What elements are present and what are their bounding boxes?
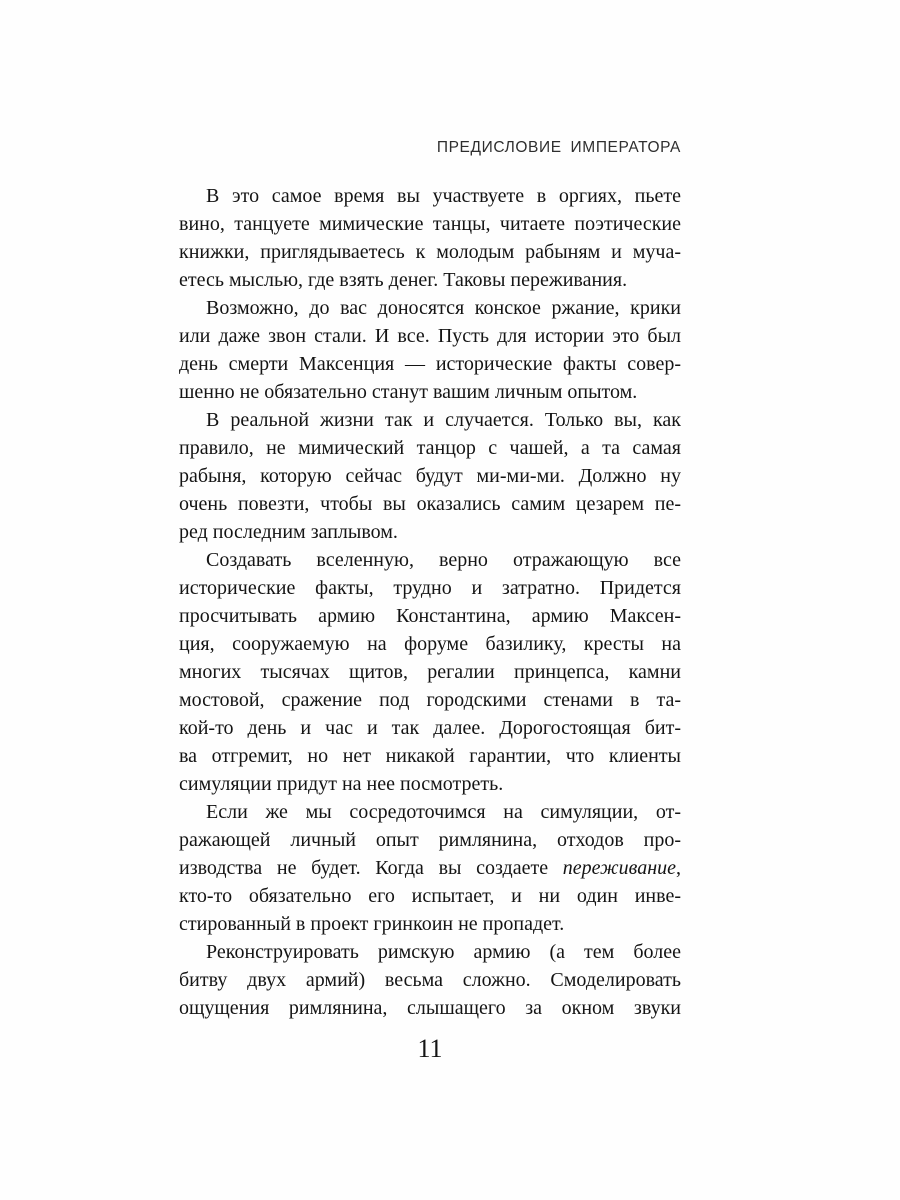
paragraph [179,938,681,1022]
paragraph [179,294,681,406]
text-segment: многих тысячах щитов, регалии принцепса, камни [179,661,681,683]
text-segment: стированный в проект гринкоин не пропадет. [179,913,565,935]
text-segment: шенно не обязательно станут вашим личным опытом. [179,381,638,403]
text-segment: ред последним заплывом. [179,521,398,543]
text-line [179,602,681,630]
text-segment: кто-то обязательно его испытает, и ни один инве- [179,885,681,907]
text-segment: исторические факты, трудно и затратно. Придется [179,577,681,599]
text-segment: ощущения римлянина, слышащего за окном звуки [179,997,681,1019]
text-segment: ция, сооружаемую на форуме базилику, кресты на [179,633,681,655]
text-line [179,574,681,602]
text-segment: етесь мыслью, где взять денег. Таковы переживания. [179,269,628,291]
page-number: 11 [417,1034,443,1063]
text-line [179,938,681,966]
text-segment: , [676,857,681,879]
text-line [179,406,681,434]
text-line [179,182,681,210]
text-line [179,350,681,378]
text-line [179,826,681,854]
text-segment: ва отгремит, но нет никакой гарантии, что клиенты [179,745,681,767]
text-line [179,742,681,770]
text-line [179,490,681,518]
text-segment: мостовой, сражение под городскими стенами в та- [179,689,681,711]
text-line [179,434,681,462]
paragraph [179,182,681,294]
text-segment: ражающей личный опыт римлянина, отходов про- [179,829,681,851]
text-line [179,294,681,322]
text-segment: В это самое время вы участвуете в оргиях, пьете [206,185,681,207]
paragraph [179,406,681,546]
text-line [179,994,681,1022]
text-segment: очень повезти, чтобы вы оказались самим цезарем пе- [179,493,681,515]
text-segment: кой-то день и час и так далее. Дорогостоящая бит- [179,717,681,739]
text-segment: правило, не мимический танцор с чашей, а та самая [179,437,681,459]
text-line [179,714,681,742]
text-segment: Реконструировать римскую армию (а тем более [206,941,681,963]
text-segment: просчитывать армию Константина, армию Максен- [179,605,681,627]
text-line [179,210,681,238]
text-line [179,686,681,714]
text-line [179,882,681,910]
text-line [179,546,681,574]
text-segment: изводства не будет. Когда вы создаете [179,857,563,879]
text-segment: рабыня, которую сейчас будут ми-ми-ми. Должно ну [179,465,681,487]
emphasized-text: переживание [562,857,676,879]
text-segment: Если же мы сосредоточимся на симуляции, от- [206,801,681,823]
text-line [179,770,681,798]
text-line [179,910,681,938]
text-line [179,658,681,686]
text-segment: битву двух армий) весьма сложно. Смоделировать [179,969,681,991]
text-line [179,798,681,826]
text-segment: книжки, приглядываетесь к молодым рабыням и муча- [179,241,681,263]
text-line [179,322,681,350]
text-segment: Возможно, до вас доносятся конское ржание, крики [206,297,681,319]
text-line [179,462,681,490]
paragraph [179,798,681,938]
text-line [179,518,681,546]
paragraph [179,546,681,798]
running-head: ПРЕДИСЛОВИЕ ИМПЕРАТОРА [436,139,681,156]
text-segment: день смерти Максенция — исторические факты совер- [179,353,681,375]
text-segment: симуляции придут на нее посмотреть. [179,773,504,795]
text-segment: вино, танцуете мимические танцы, читаете поэтические [179,213,681,235]
text-segment: Создавать вселенную, верно отражающую все [206,549,681,571]
text-line [179,378,681,406]
text-line [179,854,681,882]
text-line [179,266,681,294]
page-body [179,182,681,1022]
text-line [179,630,681,658]
text-segment: или даже звон стали. И все. Пусть для истории это был [179,325,681,347]
text-line [179,966,681,994]
text-segment: В реальной жизни так и случается. Только вы, как [206,409,681,431]
text-line [179,238,681,266]
